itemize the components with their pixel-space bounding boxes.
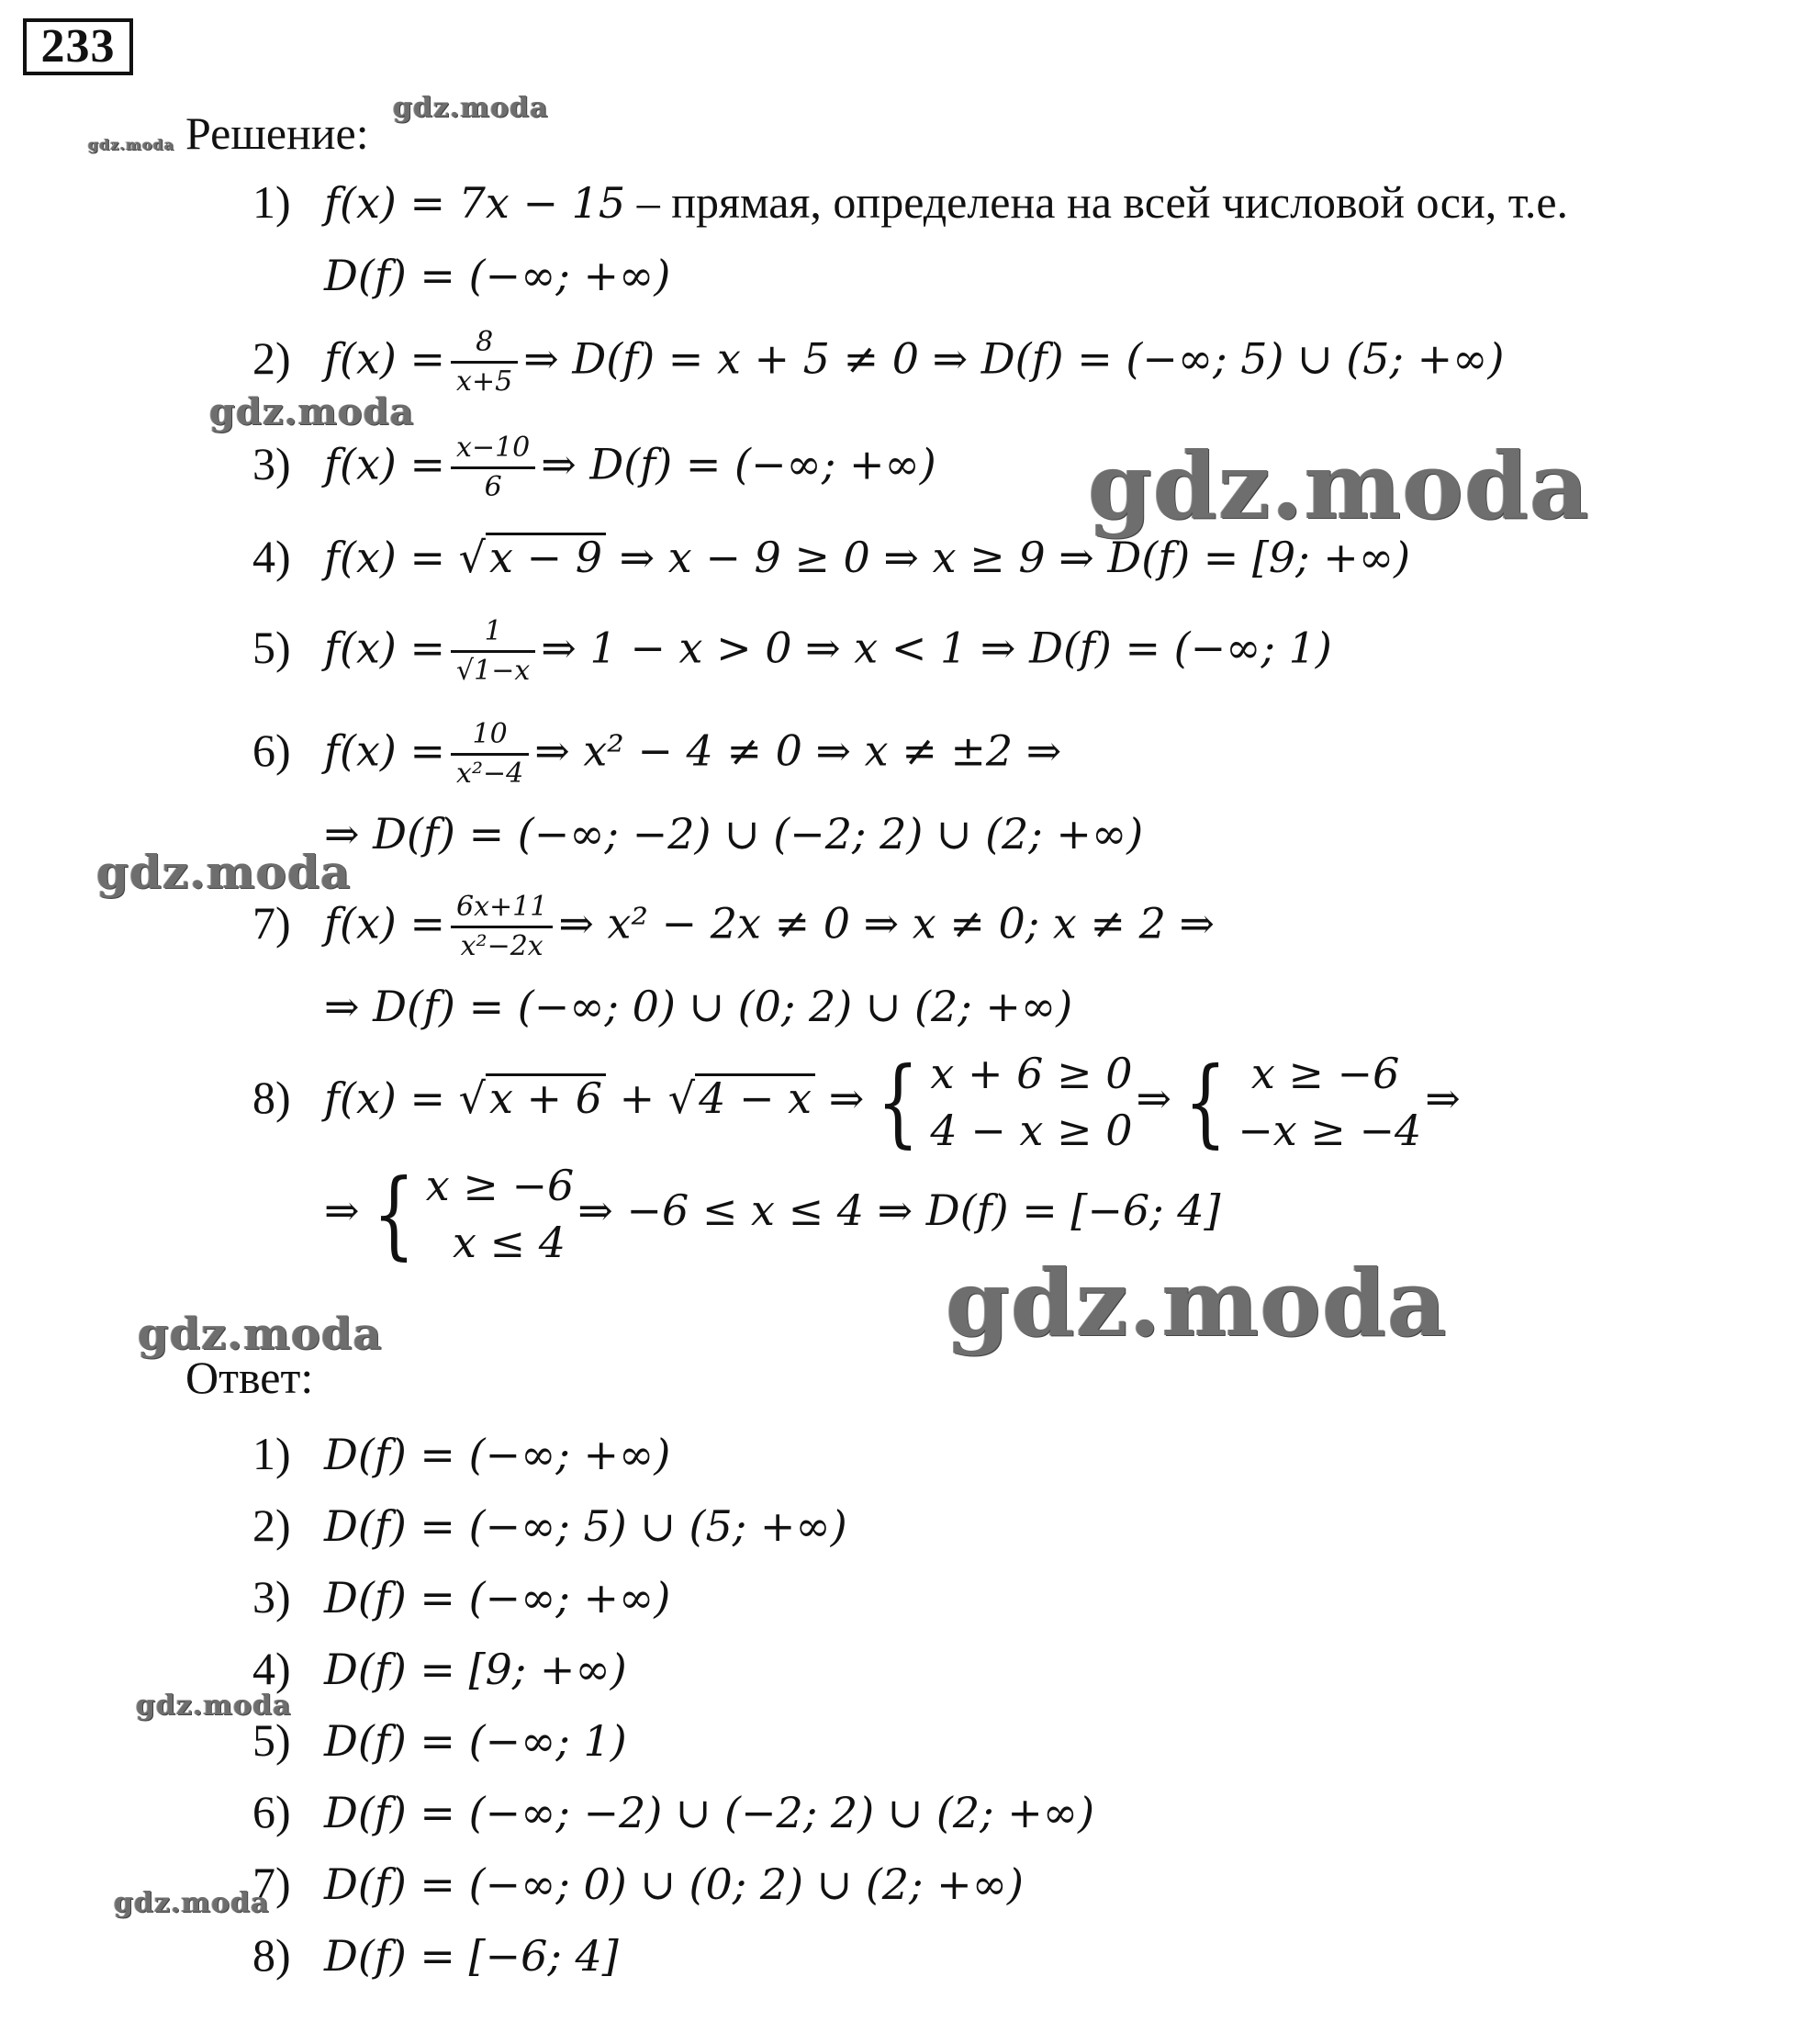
formula: ⇒ [815,1073,865,1123]
formula: f(x) = [324,439,446,489]
solution-step-7-domain [324,981,1072,1032]
formula: f(x) = [324,623,446,673]
step-label: 3) [252,437,291,489]
answer-value: D(f) = (−∞; 0) ∪ (0; 2) ∪ (2; +∞) [324,1859,1024,1909]
radicand: 4 − x [695,1073,815,1120]
denominator: x²−2x [451,926,553,963]
formula: ⇒ 1 − x > 0 ⇒ x < 1 ⇒ D(f) = (−∞; 1) [541,623,1332,673]
answer-value: D(f) = (−∞; 1) [324,1716,627,1766]
answer-value: D(f) = (−∞; 5) ∪ (5; +∞) [324,1501,847,1551]
answer-label: 8) [252,1929,291,1981]
denominator: 6 [451,466,535,504]
denominator: x²−4 [451,753,529,791]
system-line: x + 6 ≥ 0 [930,1049,1133,1098]
formula: ⇒ D(f) = (−∞; −2) ∪ (−2; 2) ∪ (2; +∞) [324,809,1144,859]
system-line: x ≥ −6 [1238,1049,1400,1098]
watermark-text: gdz.moda [946,1249,1448,1357]
watermark-text: gdz.moda [1088,432,1590,540]
watermark-text: gdz.moda [114,1887,270,1919]
step-label: 1) [252,176,291,228]
step-label: 4) [252,531,291,582]
answer-item-5 [252,1714,627,1767]
answer-label: 4) [252,1643,291,1694]
solution-step-1 [252,176,1568,229]
answer-item-4 [252,1643,627,1695]
numerator: 6x+11 [456,891,548,923]
step-label: 5) [252,621,291,673]
solution-step-6-domain [324,808,1143,859]
brace-icon: { [1183,1046,1227,1158]
solution-step-7 [252,891,1215,963]
system-of-inequalities [364,1157,575,1271]
solution-step-6 [252,718,1061,791]
answer-item-7 [252,1858,1024,1910]
watermark-text: gdz.moda [138,1308,383,1360]
formula: ⇒ x − 9 ≥ 0 ⇒ x ≥ 9 ⇒ D(f) = [9; +∞) [619,533,1411,582]
answer-label: 3) [252,1571,291,1623]
system-of-inequalities [1175,1045,1421,1159]
formula: ⇒ x² − 4 ≠ 0 ⇒ x ≠ ±2 ⇒ [534,725,1062,776]
step-label: 8) [252,1072,291,1123]
formula: f(x) = [324,725,446,776]
formula: + √ [605,1073,696,1123]
formula: f(x) = √ [324,1073,486,1123]
watermark-text: gdz.moda [393,92,549,124]
formula: f(x) = 7x − 15 [324,178,626,228]
brace-icon: { [877,1046,920,1158]
numerator: 10 [472,718,508,750]
answer-label: 1) [252,1428,291,1479]
formula: f(x) = [324,898,446,949]
watermark-text: gdz.moda [88,136,175,153]
step-label: 2) [252,331,291,384]
brace-icon: { [372,1158,415,1270]
formula: ⇒ x² − 2x ≠ 0 ⇒ x ≠ 0; x ≠ 2 ⇒ [558,898,1216,949]
answer-heading: Ответ: [185,1352,314,1403]
formula: ⇒ [1425,1073,1461,1123]
answer-item-8 [252,1929,619,1982]
step-label: 7) [252,896,291,949]
step-note: – прямая, определена на всей числовой оси, т.е. [625,176,1569,228]
system-line: −x ≥ −4 [1238,1106,1422,1155]
solution-step-8 [252,1045,1461,1159]
answer-label: 5) [252,1714,291,1766]
answer-label: 6) [252,1786,291,1837]
system-line: 4 − x ≥ 0 [930,1106,1133,1155]
fraction [451,718,529,791]
fraction [451,432,535,504]
fraction [451,615,535,688]
denominator: √1−x [451,650,535,688]
fraction [451,891,553,963]
system-line: x ≥ −6 [425,1161,575,1210]
formula: ⇒ D(f) = (−∞; 0) ∪ (0; 2) ∪ (2; +∞) [324,982,1073,1031]
formula: f(x) = √ [324,533,486,582]
answer-item-6 [252,1786,1094,1838]
answer-item-1 [252,1428,670,1480]
radicand: x + 6 [486,1073,606,1120]
solution-step-2 [252,326,1504,399]
fraction [451,326,518,399]
system-of-inequalities [868,1045,1132,1159]
formula: D(f) = (−∞; +∞) [324,251,671,300]
answer-value: D(f) = (−∞; +∞) [324,1573,671,1623]
solution-step-5 [252,615,1332,688]
numerator: 1 [484,615,502,647]
formula: ⇒ −6 ≤ x ≤ 4 ⇒ D(f) = [−6; 4] [577,1185,1221,1235]
formula: f(x) = [324,333,446,384]
solution-step-3 [252,432,936,504]
watermark-text: gdz.moda [96,845,352,899]
answer-label: 2) [252,1499,291,1551]
formula: ⇒ [324,1185,360,1235]
answer-item-3 [252,1571,670,1623]
formula: ⇒ [1136,1073,1172,1123]
system-line: x ≤ 4 [425,1218,566,1267]
answer-value: D(f) = (−∞; −2) ∪ (−2; 2) ∪ (2; +∞) [324,1788,1095,1837]
watermark-text: gdz.moda [136,1690,292,1722]
solution-step-1-domain [324,250,670,301]
watermark-text: gdz.moda [209,390,415,433]
solution-heading: Решение: [185,107,369,159]
answer-label: 7) [252,1858,291,1909]
answer-item-2 [252,1499,847,1552]
problem-number: 233 [23,18,133,75]
formula: ⇒ D(f) = x + 5 ≠ 0 ⇒ D(f) = (−∞; 5) ∪ (5; +∞) [523,333,1505,384]
answer-value: D(f) = [9; +∞) [324,1645,627,1694]
denominator: x+5 [451,361,518,399]
answer-value: D(f) = [−6; 4] [324,1931,619,1981]
answer-value: D(f) = (−∞; +∞) [324,1430,671,1479]
numerator: x−10 [456,432,531,464]
numerator: 8 [476,326,494,358]
formula: ⇒ D(f) = (−∞; +∞) [541,439,936,489]
radicand: x − 9 [486,533,606,579]
step-label: 6) [252,724,291,776]
